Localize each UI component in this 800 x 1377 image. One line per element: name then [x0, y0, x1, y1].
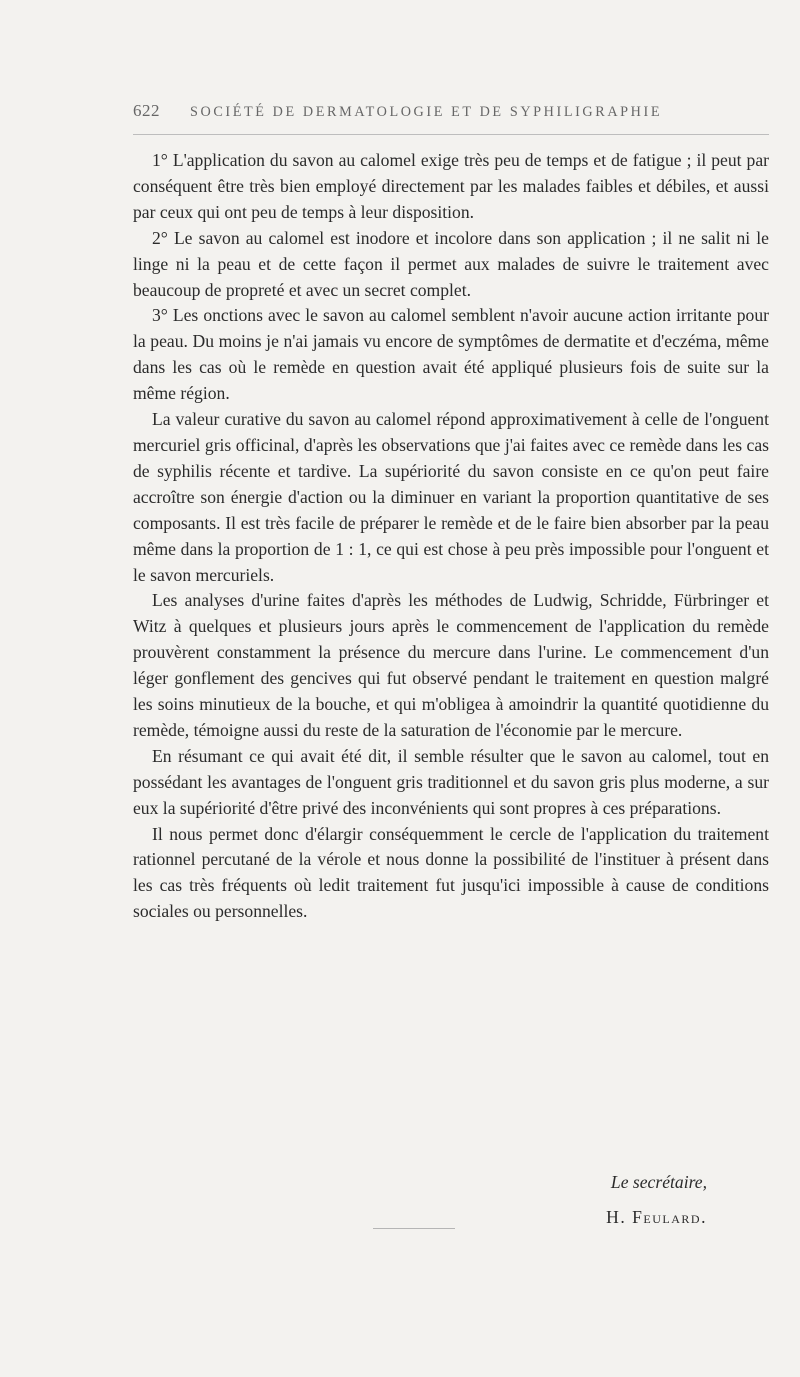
paragraph-7: Il nous permet donc d'élargir conséquemment le cercle de l'application du traitement rationnel percutané de la vérole et nous donne la possibilité de l'instituer à présent dans les cas très fréquents où ledit traitement fut jusqu'ici impossible à cause de conditions sociales ou personnelles. — [133, 823, 769, 922]
paragraph-4: La valeur curative du savon au calomel répond approximativement à celle de l'onguent mercuriel gris officinal, d'après les observations que j'ai faites avec ce remède dans les cas de syphilis récente et tardive. La supériorité du savon consiste en ce qu'on peut faire accroître son énergie d'action ou la diminuer en variant la proportion quantitative de ses composants. Il est très facile de préparer le remède et de le faire bien absorber par la peau même dans la proportion de 1 : 1, ce qui est chose à peu près impossible pour l'onguent et le savon mercuriels. — [133, 409, 769, 585]
paragraph-3: 3° Les onctions avec le savon au calomel semblent n'avoir aucune action irritante pour la peau. Du moins je n'ai jamais vu encore de symptômes de dermatite et d'eczéma, même dans les cas où le remède en question avait été appliqué plusieurs fois de suite sur la même région. — [133, 305, 769, 404]
page-header — [133, 101, 769, 121]
paragraph-6: En résumant ce qui avait été dit, il semble résulter que le savon au calomel, tout en possédant les avantages de l'onguent gris traditionnel et du savon gris plus moderne, a sur eux la supériorité d'être privé des inconvénients qui sont propres à ces préparations. — [133, 745, 769, 818]
signature-block — [133, 1169, 707, 1228]
page-number: 622 — [133, 101, 160, 120]
paragraph-5: Les analyses d'urine faites d'après les méthodes de Ludwig, Schridde, Fürbringer et Witz à quelques et plusieurs jours après le commencement de l'application du remède prouvèrent constamment la présence du mercure dans l'urine. Le commencement d'un léger gonflement des gencives qui fut observé pendant le traitement en question malgré les soins minutieux de la bouche, et qui m'obligea à amoindrir la quantité quotidienne du remède, témoigne aussi du reste de la saturation de l'économie par le mercure. — [133, 590, 769, 740]
paragraph-2: 2° Le savon au calomel est inodore et incolore dans son application ; il ne salit ni le linge ni la peau et de cette façon il permet aux malades de suivre le traitement avec beaucoup de propreté et avec un secret complet. — [133, 227, 769, 300]
running-title: SOCIÉTÉ DE DERMATOLOGIE ET DE SYPHILIGRAPHIE — [190, 104, 663, 120]
closing-rule — [373, 1228, 455, 1229]
header-rule — [133, 134, 769, 135]
signature-name: H. Feulard. — [606, 1207, 707, 1227]
paragraph-1: 1° L'application du savon au calomel exige très peu de temps et de fatigue ; il peut par conséquent être très bien employé directement par les malades faibles et débiles, et aussi par ceux qui ont peu de temps à leur disposition. — [133, 150, 769, 222]
signature-role: Le secrétaire, — [610, 1172, 707, 1192]
body-text — [133, 148, 769, 925]
